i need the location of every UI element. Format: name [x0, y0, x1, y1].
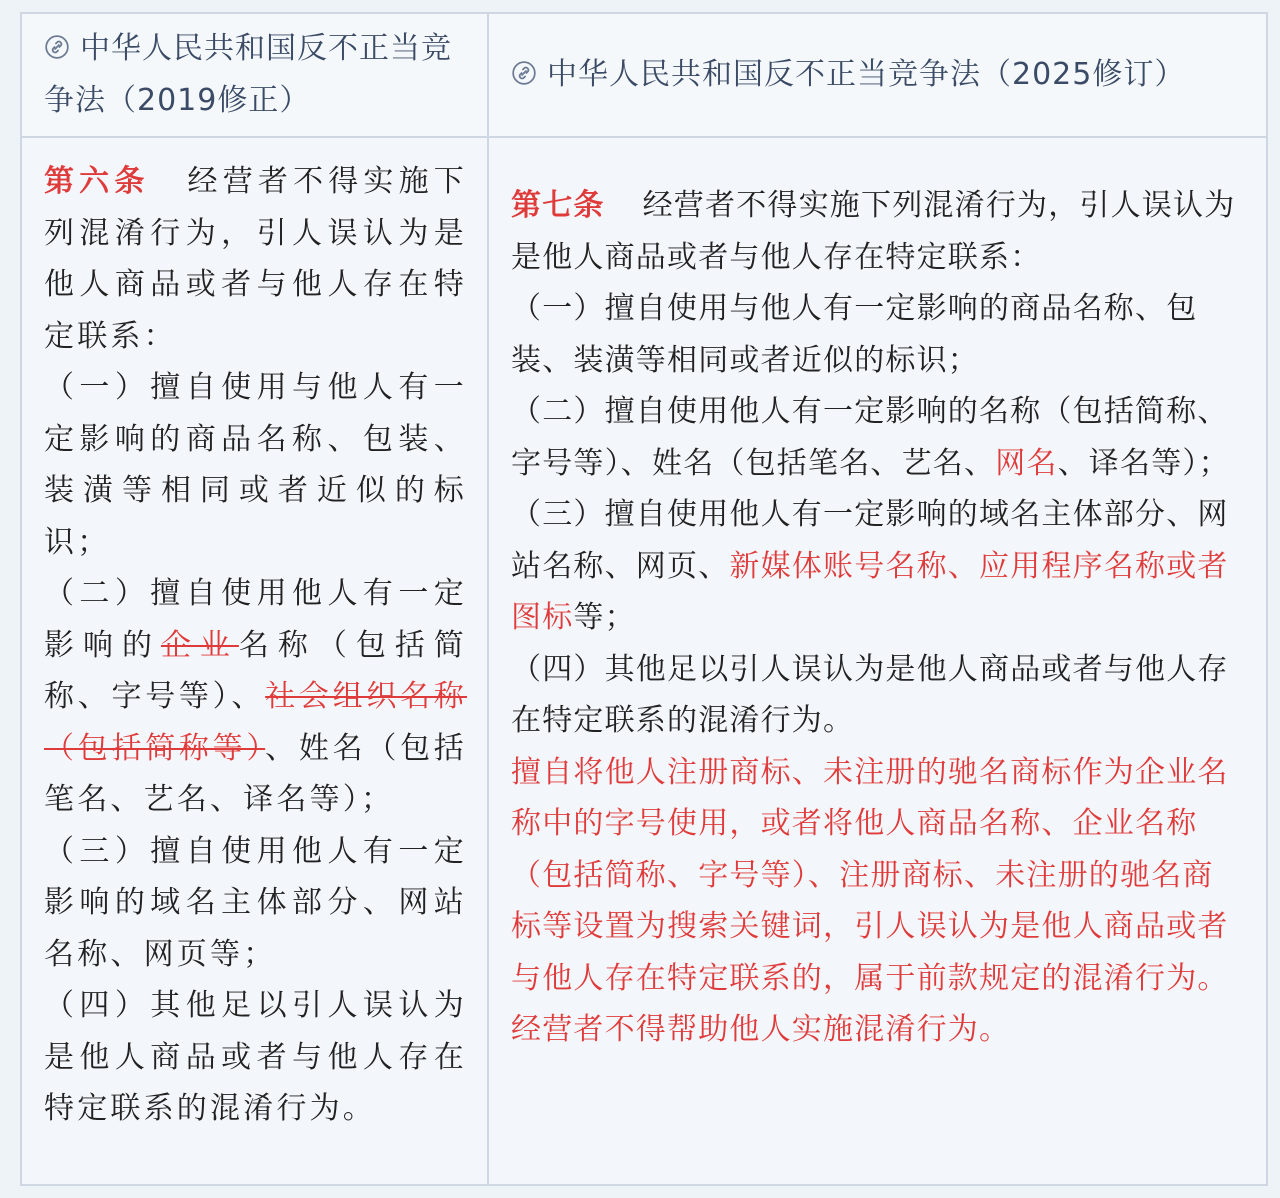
link-icon — [44, 34, 70, 60]
body-cell-2025 — [489, 138, 1266, 1184]
item-2-2025 — [511, 386, 1240, 489]
header-cell-2025 — [489, 14, 1266, 138]
intro-text-2019: 经营者不得实施下列混淆行为，引人误认为是他人商品或者与他人存在特定联系： — [44, 164, 467, 354]
item-2-text-a: （二）擅自使用他人有一定影响的 — [44, 576, 467, 663]
item-1-2019: （一）擅自使用与他人有一定影响的商品名称、包装、装潢等相同或者近似的标识； — [44, 370, 467, 560]
item-3-2025 — [511, 489, 1240, 644]
header-2019[interactable] — [44, 23, 469, 127]
item-3-2019: （三）擅自使用他人有一定影响的域名主体部分、网站名称、网页等； — [44, 833, 467, 972]
article-intro-2019 — [44, 156, 467, 362]
item-2-text-b: 名称（包括简称、字号等）、 — [44, 627, 467, 714]
added-text-new-media: 新媒体账号名称、应用程序名称或者图标 — [511, 548, 1229, 635]
header-2025[interactable] — [511, 49, 1185, 101]
comparison-table — [20, 12, 1268, 1186]
item-2-text-b: 、译名等）； — [1057, 445, 1230, 481]
item-4-2025: （四）其他足以引人误认为是他人商品或者与他人存在特定联系的混淆行为。 — [511, 651, 1229, 738]
link-icon — [511, 60, 537, 86]
body-cell-2019 — [22, 138, 489, 1184]
article-number-2025: 第七条 — [511, 188, 605, 223]
deleted-text-social-org: 社会组织名称（包括简称等） — [44, 679, 468, 766]
item-1-2025: （一）擅自使用与他人有一定影响的商品名称、包装、装潢等相同或者近似的标识； — [511, 291, 1198, 378]
intro-text-2025: 经营者不得实施下列混淆行为，引人误认为是他人商品或者与他人存在特定联系： — [511, 188, 1236, 275]
item-3-text-b: 等； — [573, 600, 636, 635]
header-title-2019: 中华人民共和国反不正当竞争法（2019修正） — [44, 31, 452, 118]
added-paragraph-assist: 经营者不得帮助他人实施混淆行为。 — [511, 1012, 1011, 1047]
header-cell-2019 — [22, 14, 489, 138]
deleted-text-enterprise: 企业 — [160, 627, 239, 663]
article-intro-2025 — [511, 180, 1240, 283]
article-number-2019: 第六条 — [44, 164, 150, 199]
item-2-text-a: （二）擅自使用他人有一定影响的名称（包括简称、字号等）、姓名（包括笔名、艺名、 — [511, 394, 1229, 481]
item-4-2019: （四）其他足以引人误认为是他人商品或者与他人存在特定联系的混淆行为。 — [44, 988, 467, 1126]
added-text-netname: 网名 — [995, 445, 1058, 481]
header-title-2025: 中华人民共和国反不正当竞争法（2025修订） — [547, 57, 1186, 92]
item-3-text-a: （三）擅自使用他人有一定影响的域名主体部分、网站名称、网页、 — [511, 497, 1229, 584]
added-paragraph-trademark: 擅自将他人注册商标、未注册的驰名商标作为企业名称中的字号使用，或者将他人商品名称、企业名称（包括简称、字号等）、注册商标、未注册的驰名商标等设置为搜索关键词，引人误认为是他人商品或者与他人存在特定联系的，属于前款规定的混淆行为。 — [511, 754, 1229, 996]
item-2-2019 — [44, 568, 467, 826]
item-2-text-c: 、姓名（包括笔名、艺名、译名等）； — [44, 730, 468, 817]
